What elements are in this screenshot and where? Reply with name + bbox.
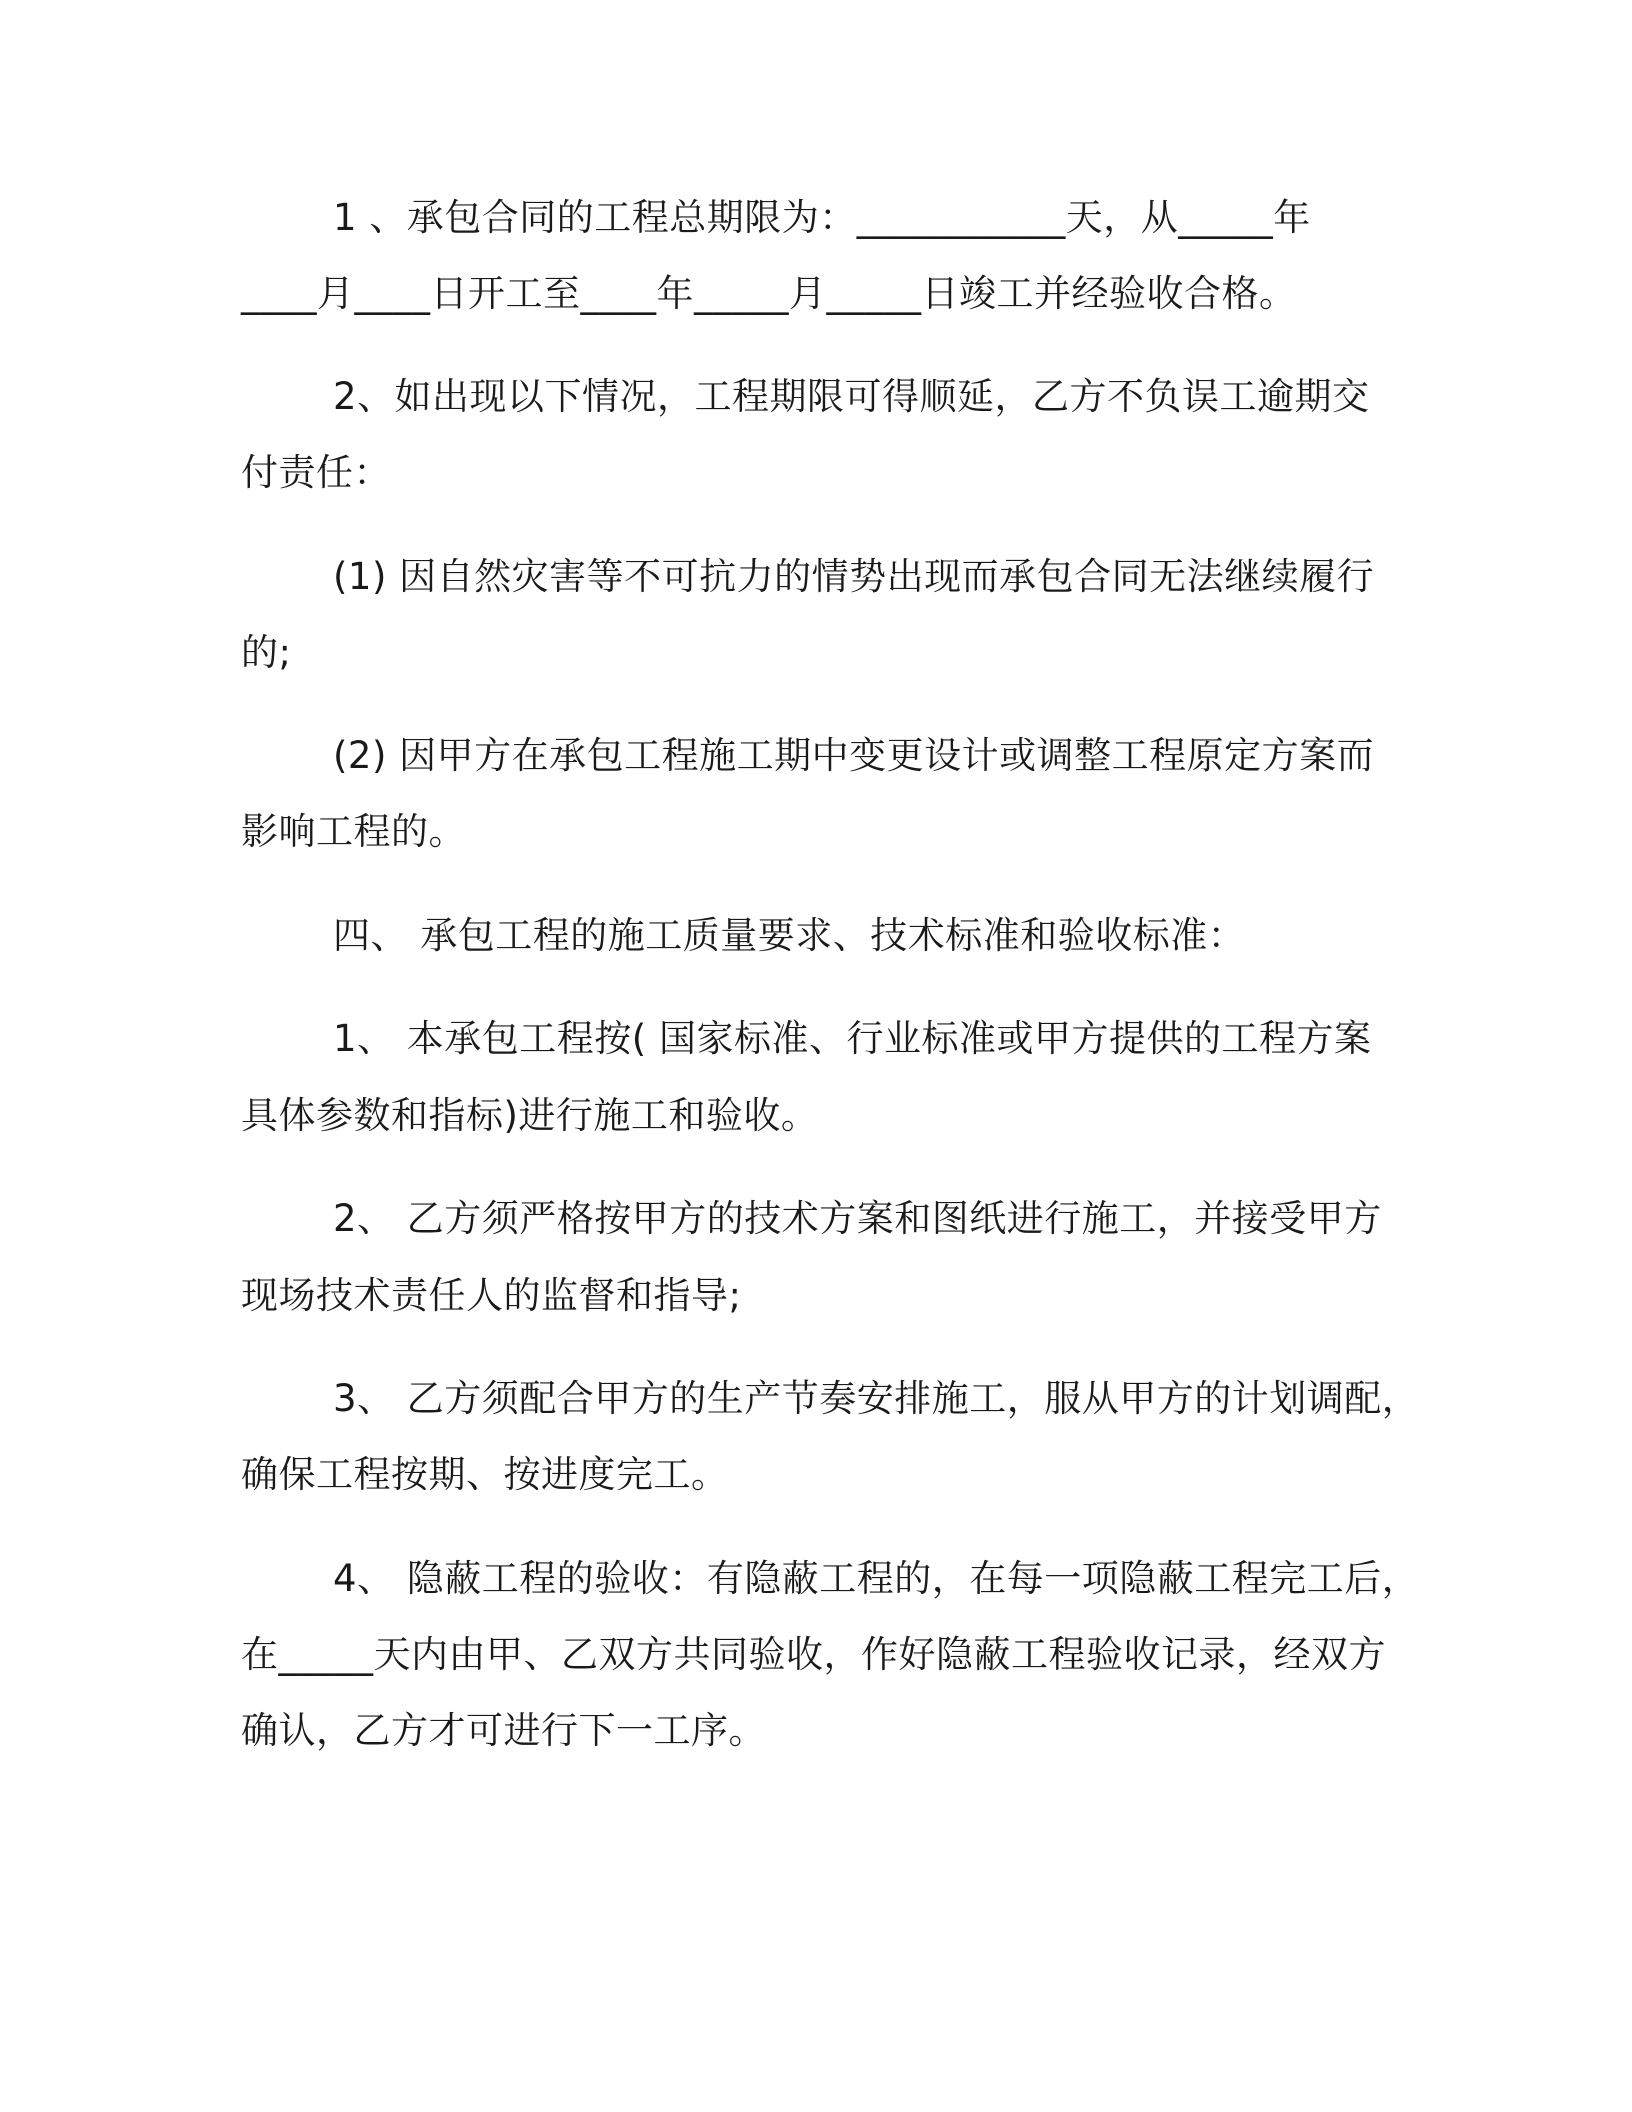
- paragraph-7-line-1: 2、 乙方须严格按甲方的技术方案和图纸进行施工，并接受甲方: [333, 1197, 1382, 1240]
- paragraph-9-line-1: 4、 隐蔽工程的验收：有隐蔽工程的，在每一项隐蔽工程完工后，: [333, 1557, 1420, 1600]
- paragraph-8-line-1: 3、 乙方须配合甲方的生产节奏安排施工，服从甲方的计划调配，: [333, 1377, 1420, 1420]
- paragraph-6-line-1: 1、 本承包工程按( 国家标准、行业标准或甲方提供的工程方案: [333, 1017, 1372, 1060]
- paragraph-1-line-1: 1 、承包合同的工程总期限为：___________天，从_____年: [333, 196, 1311, 239]
- paragraph-2-line-2: 付责任：: [241, 451, 391, 494]
- paragraph-3-line-1: (1) 因自然灾害等不可抗力的情势出现而承包合同无法继续履行: [333, 555, 1375, 598]
- paragraph-1-line-2: ____月____日开工至____年_____月_____日竣工并经验收合格。: [241, 272, 1297, 315]
- paragraph-3-line-2: 的;: [241, 631, 292, 674]
- paragraph-4-line-1: (2) 因甲方在承包工程施工期中变更设计或调整工程原定方案而: [333, 734, 1375, 777]
- paragraph-2-line-1: 2、如出现以下情况，工程期限可得顺延，乙方不负误工逾期交: [333, 375, 1370, 418]
- paragraph-4-line-2: 影响工程的。: [241, 810, 466, 853]
- paragraph-7-line-2: 现场技术责任人的监督和指导;: [241, 1274, 742, 1317]
- paragraph-9-line-3: 确认，乙方才可进行下一工序。: [241, 1709, 766, 1752]
- paragraph-8-line-2: 确保工程按期、按进度完工。: [241, 1453, 729, 1496]
- section-4-heading: 四、 承包工程的施工质量要求、技术标准和验收标准：: [333, 914, 1246, 957]
- paragraph-6-line-2: 具体参数和指标)进行施工和验收。: [241, 1094, 819, 1137]
- paragraph-9-line-2: 在_____天内由甲、乙双方共同验收，作好隐蔽工程验收记录，经双方: [241, 1633, 1386, 1676]
